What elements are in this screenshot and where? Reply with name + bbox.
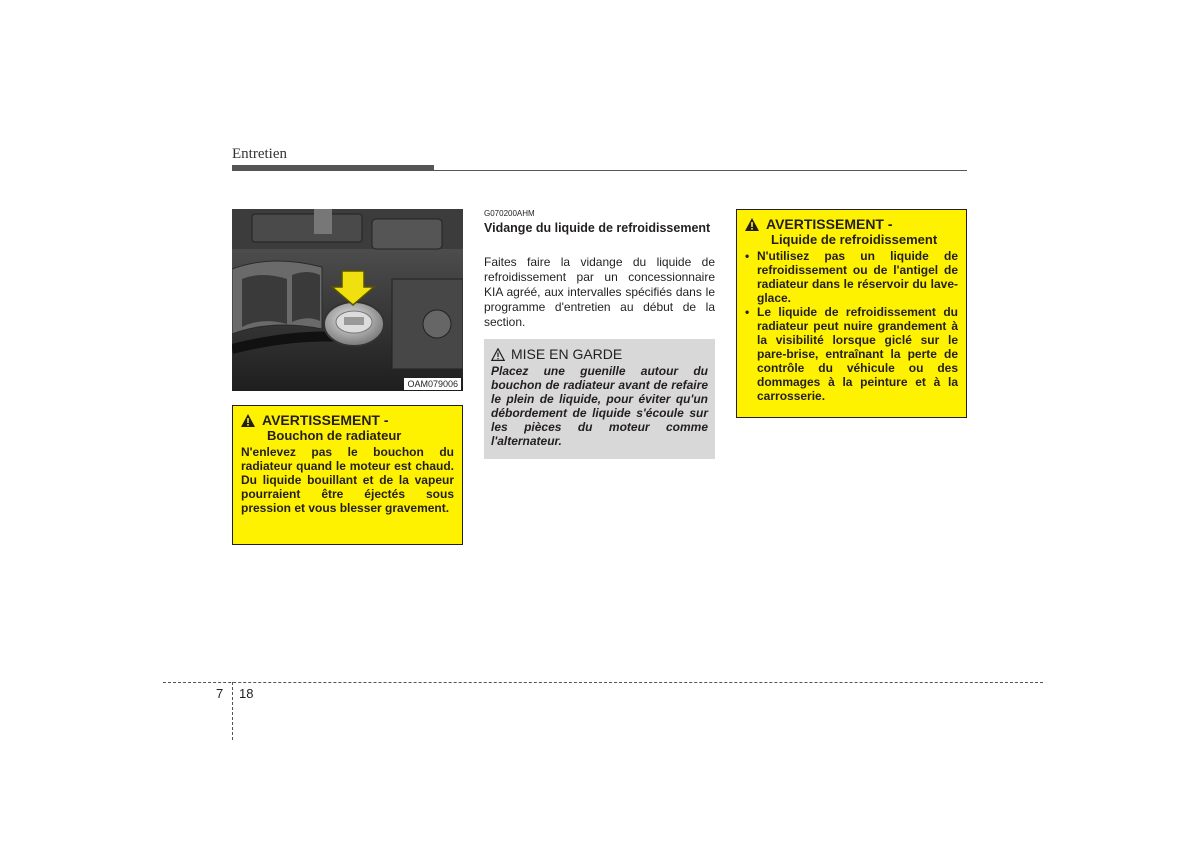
caution-icon xyxy=(491,348,505,361)
caution-body: Placez une guenille autour du bouchon de radiateur avant de refaire le plein de liquide, pour éviter qu'un débordement de liquide s'écoule sur les pièces du moteur comme l'alternateur. xyxy=(491,364,708,448)
list-item: • Le liquide de refroidissement du radiateur peut nuire grandement à la visibilité lorsque giclé sur le pare-brise, entraînant la perte de contrôle du véhicule ou des dommages à la peinture et à la carrosserie. xyxy=(745,305,958,403)
footer-divider xyxy=(163,682,1043,683)
warning-title-text: AVERTISSEMENT - xyxy=(766,216,893,232)
caution-title xyxy=(491,346,708,362)
footer-vertical-divider xyxy=(232,682,233,740)
warning-coolant xyxy=(736,209,967,418)
section-body: Faites faire la vidange du liquide de refroidissement par un concessionnaire KIA agréé, aux intervalles spécifiés dans le programme d'entretien au début de la section. xyxy=(484,255,715,329)
list-item: • N'utilisez pas un liquide de refroidissement ou de l'antigel de radiateur dans le réservoir du lave-glace. xyxy=(745,249,958,305)
page-header-title: Entretien xyxy=(232,146,287,162)
warning-icon xyxy=(745,218,759,231)
engine-illustration xyxy=(232,209,463,391)
caution-box xyxy=(484,339,715,459)
page-number: 18 xyxy=(239,686,254,701)
caution-title-text: MISE EN GARDE xyxy=(511,346,623,362)
warning-icon xyxy=(241,414,255,427)
warning-radiator-cap xyxy=(232,405,463,545)
warning-title-text: AVERTISSEMENT - xyxy=(262,412,389,428)
warning-title xyxy=(745,216,958,232)
warning-body: N'enlevez pas le bouchon du radiateur quand le moteur est chaud. Du liquide bouillant et de la vapeur pourraient être éjectés sous pression et vous blesser gravement. xyxy=(241,445,454,515)
photo-code: OAM079006 xyxy=(404,378,461,390)
warning-subtitle: Liquide de refroidissement xyxy=(771,232,938,247)
section-code: G070200AHM xyxy=(484,209,535,218)
section-title: Vidange du liquide de refroidissement xyxy=(484,221,711,235)
header-rule-thin xyxy=(232,170,967,171)
warning-subtitle: Bouchon de radiateur xyxy=(267,428,402,443)
warning-title xyxy=(241,412,454,428)
chapter-number: 7 xyxy=(216,686,224,701)
engine-photo xyxy=(232,209,463,391)
warning-list xyxy=(745,249,958,403)
